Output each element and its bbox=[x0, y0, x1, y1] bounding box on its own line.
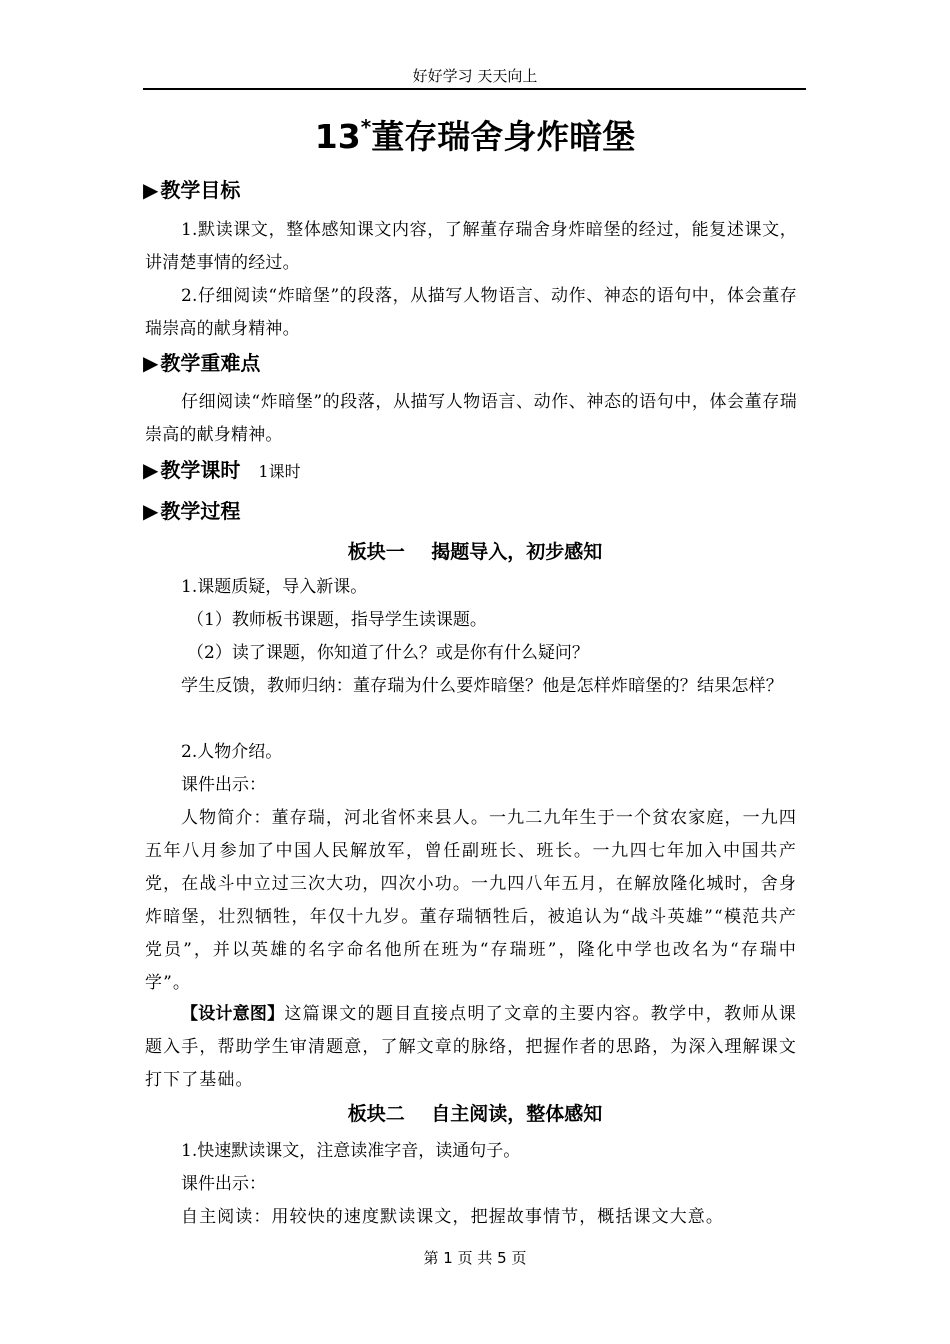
goal-paragraph-1: 1.默读课文，整体感知课文内容，了解董存瑞舍身炸暗堡的经过，能复述课文，讲清楚事情的经过。 bbox=[145, 220, 797, 273]
class-hours-value: 1课时 bbox=[258, 462, 301, 481]
section-heading-key-points bbox=[143, 349, 260, 377]
lesson-name: 董存瑞舍身炸暗堡 bbox=[371, 117, 636, 156]
section-heading-process bbox=[143, 497, 240, 525]
block-one-item-2: 2.人物介绍。 bbox=[181, 742, 283, 762]
design-intent-text: 这篇课文的题目直接点明了文章的主要内容。教学中，教师从课题入手，帮助学生审清题意，了解文章的脉络，把握作者的思路，为深入理解课文打下了基础。 bbox=[145, 1004, 797, 1090]
triangle-marker-icon: ▶ bbox=[143, 499, 159, 523]
design-intent-paragraph bbox=[145, 998, 797, 1097]
section-heading-label: 教学课时 bbox=[160, 458, 241, 482]
goal-paragraph-2: 2.仔细阅读“炸暗堡”的段落，从描写人物语言、动作、神态的语句中，体会董存瑞崇高的献身精神。 bbox=[145, 286, 797, 339]
courseware-label: 课件出示： bbox=[181, 775, 266, 795]
self-reading-instruction: 自主阅读：用较快的速度默读课文，把握故事情节，概括课文大意。 bbox=[181, 1207, 724, 1227]
lesson-title bbox=[0, 112, 950, 162]
section-heading-label: 教学过程 bbox=[160, 499, 241, 523]
triangle-marker-icon: ▶ bbox=[143, 351, 159, 375]
courseware-label: 课件出示： bbox=[181, 1174, 266, 1194]
block-two-title: 板块二 自主阅读，整体感知 bbox=[347, 1103, 603, 1125]
triangle-marker-icon: ▶ bbox=[143, 178, 159, 202]
block-two-item-1: 1.快速默读课文，注意读准字音，读通句子。 bbox=[181, 1141, 521, 1161]
section-heading-label: 教学目标 bbox=[160, 178, 241, 202]
design-intent-label: 【设计意图】 bbox=[181, 1004, 285, 1024]
block-one-sub-1: （1）教师板书课题，指导学生读课题。 bbox=[187, 610, 487, 630]
section-heading-hours bbox=[143, 456, 301, 486]
key-points-paragraph: 仔细阅读“炸暗堡”的段落，从描写人物语言、动作、神态的语句中，体会董存瑞崇高的献身精神。 bbox=[145, 392, 797, 445]
self-study-mark: * bbox=[360, 115, 372, 139]
block-one-sub-2: （2）读了课题，你知道了什么？或是你有什么疑问？ bbox=[187, 643, 589, 663]
block-one-item-1: 1.课题质疑，导入新课。 bbox=[181, 577, 368, 597]
page-header: 好好学习 天天向上 bbox=[412, 67, 538, 85]
page-footer: 第 1 页 共 5 页 bbox=[423, 1249, 527, 1267]
student-feedback-paragraph: 学生反馈，教师归纳：董存瑞为什么要炸暗堡？他是怎样炸暗堡的？结果怎样？ bbox=[181, 676, 783, 696]
block-one-title: 板块一 揭题导入，初步感知 bbox=[347, 541, 603, 563]
section-heading-goals bbox=[143, 176, 240, 204]
header-rule bbox=[143, 88, 806, 90]
biography-paragraph: 人物简介：董存瑞，河北省怀来县人。一九二九年生于一个贫农家庭，一九四五年八月参加了中国人民解放军，曾任副班长、班长。一九四七年加入中国共产党，在战斗中立过三次大功，四次小功。一九四八年五月，在解放隆化城时，舍身炸暗堡，壮烈牺牲，年仅十九岁。董存瑞牺牲后，被追认为“战斗英雄”“模范共产党员”，并以英雄的名字命名他所在班为“存瑞班”，隆化中学也改名为“存瑞中学”。 bbox=[145, 808, 797, 993]
section-heading-label: 教学重难点 bbox=[160, 351, 261, 375]
triangle-marker-icon: ▶ bbox=[143, 458, 159, 482]
lesson-number: 13 bbox=[314, 117, 361, 156]
